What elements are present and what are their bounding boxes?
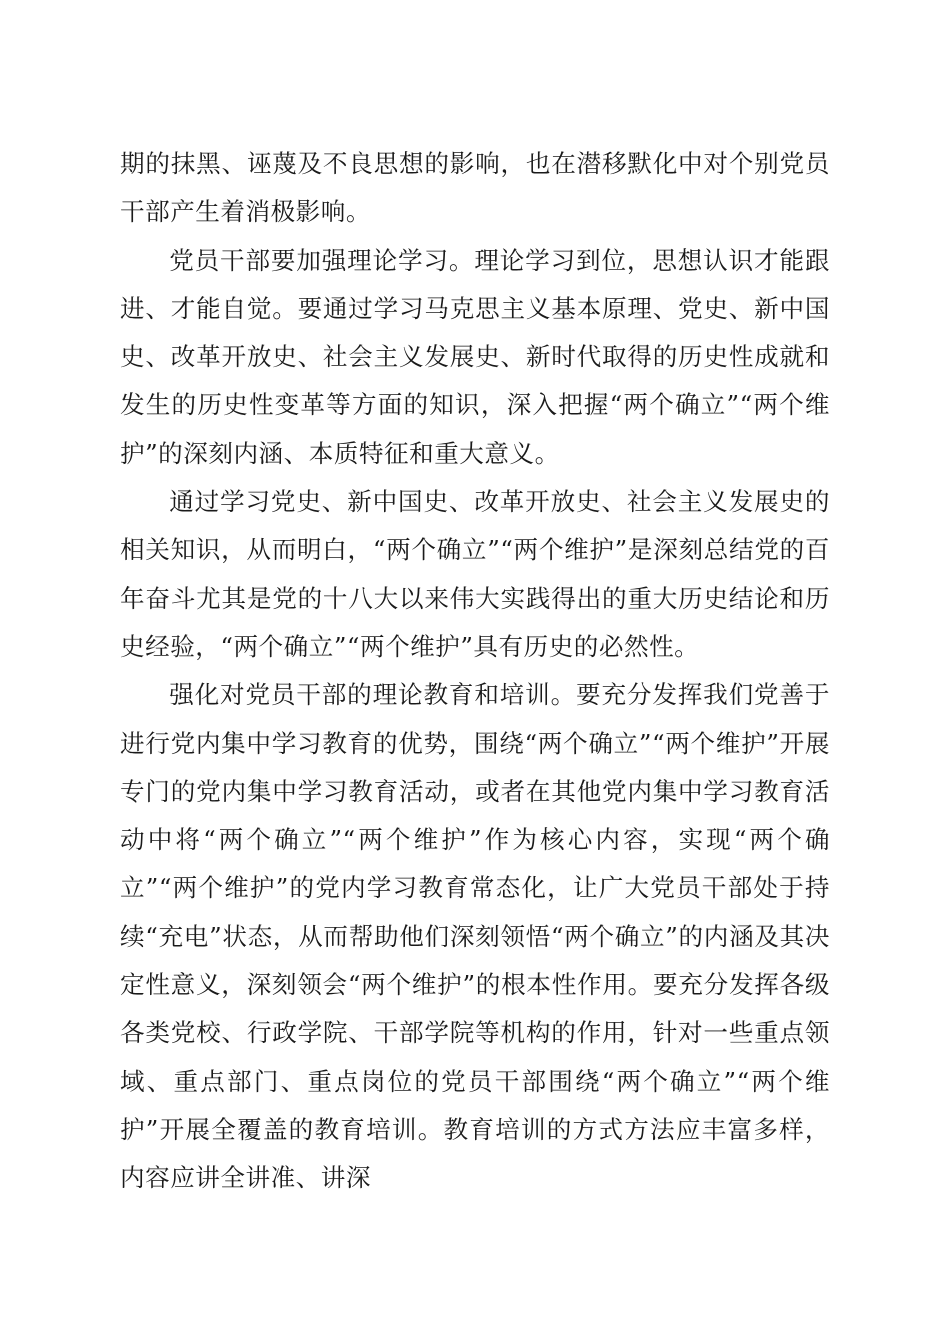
paragraph-continued: 期的抹黑、诬蔑及不良思想的影响，也在潜移默化中对个别党员干部产生着消极影响。: [120, 149, 830, 227]
paragraph-history-study: 通过学习党史、新中国史、改革开放史、社会主义发展史的相关知识，从而明白，“两个确立”“两个维护”是深刻总结党的百年奋斗尤其是党的十八大以来伟大实践得出的重大历史结论和历史经验，“两个确立”“两个维护”具有历史的必然性。: [120, 487, 830, 661]
paragraph-education-training: 强化对党员干部的理论教育和培训。要充分发挥我们党善于进行党内集中学习教育的优势，围绕“两个确立”“两个维护”开展专门的党内集中学习教育活动，或者在其他党内集中学习教育活动中将“两个确立”“两个维护”作为核心内容，实现“两个确立”“两个维护”的党内学习教育常态化，让广大党员干部处于持续“充电”状态，从而帮助他们深刻领悟“两个确立”的内涵及其决定性意义，深刻领会“两个维护”的根本性作用。要充分发挥各级各类党校、行政学院、干部学院等机构的作用，针对一些重点领域、重点部门、重点岗位的党员干部围绕“两个确立”“两个维护”开展全覆盖的教育培训。教育培训的方式方法应丰富多样，内容应讲全讲准、讲深: [120, 680, 830, 1193]
paragraph-theory-study: 党员干部要加强理论学习。理论学习到位，思想认识才能跟进、才能自觉。要通过学习马克思主义基本原理、党史、新中国史、改革开放史、社会主义发展史、新时代取得的历史性成就和发生的历史性变革等方面的知识，深入把握“两个确立”“两个维护”的深刻内涵、本质特征和重大意义。: [120, 245, 830, 468]
document-body: [120, 140, 830, 1203]
